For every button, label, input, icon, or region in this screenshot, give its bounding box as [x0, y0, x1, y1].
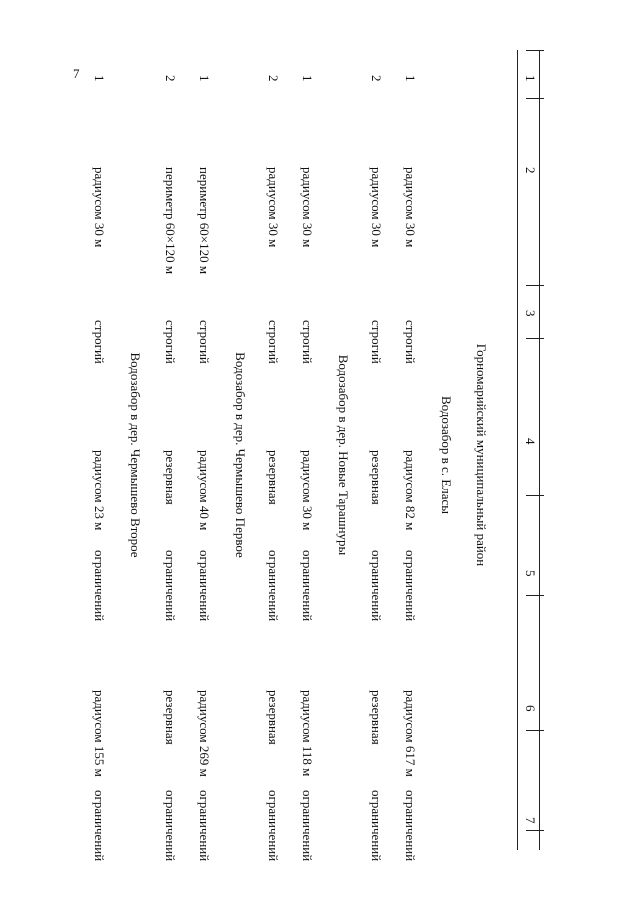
- column-header: 1: [523, 75, 538, 82]
- section-heading: Водозабор в дер. Чермышево Первое: [233, 352, 248, 558]
- column-divider: [526, 495, 544, 496]
- header-bottom-border: [517, 50, 518, 850]
- table-cell: 2: [163, 75, 178, 82]
- column-divider: [526, 595, 544, 596]
- section-heading: Водозабор в с. Еласы: [439, 395, 454, 515]
- table-cell: резервная: [163, 450, 178, 505]
- table-cell: ограничений: [197, 550, 212, 622]
- column-divider: [526, 50, 544, 51]
- table-cell: ограничений: [163, 550, 178, 622]
- table-cell: резервная: [369, 450, 384, 505]
- table-cell: 1: [403, 75, 418, 82]
- table-cell: ограничений: [369, 790, 384, 862]
- table-cell: радиусом 30 м: [92, 167, 107, 248]
- table-cell: радиусом 23 м: [92, 450, 107, 531]
- table-cell: строгий: [300, 320, 315, 364]
- table-cell: строгий: [92, 320, 107, 364]
- column-divider: [526, 830, 544, 831]
- table-cell: ограничений: [403, 790, 418, 862]
- table-cell: ограничений: [403, 550, 418, 622]
- table-cell: радиусом 40 м: [197, 450, 212, 531]
- table-cell: радиусом 30 м: [300, 167, 315, 248]
- table-cell: ограничений: [266, 790, 281, 862]
- table-cell: 2: [266, 75, 281, 82]
- table-cell: радиусом 155 м: [92, 690, 107, 777]
- table-cell: радиусом 269 м: [197, 690, 212, 777]
- table-cell: ограничений: [300, 550, 315, 622]
- table-cell: 1: [300, 75, 315, 82]
- table-cell: строгий: [403, 320, 418, 364]
- table-cell: 2: [369, 75, 384, 82]
- column-header: 7: [523, 817, 538, 824]
- column-header: 4: [523, 438, 538, 445]
- table-cell: резервная: [369, 690, 384, 745]
- column-divider: [526, 285, 544, 286]
- column-divider: [526, 730, 544, 731]
- page-number: 7: [73, 66, 80, 81]
- column-header: 3: [523, 310, 538, 317]
- table-cell: строгий: [369, 320, 384, 364]
- table-cell: ограничений: [300, 790, 315, 862]
- section-heading: Водозабор в дер. Новые Тарашнуры: [336, 354, 351, 556]
- rotated-table: [92, 50, 540, 862]
- table-cell: радиусом 30 м: [266, 167, 281, 248]
- column-header: 2: [523, 167, 538, 174]
- table-cell: 1: [92, 75, 107, 82]
- table-cell: радиусом 30 м: [300, 450, 315, 531]
- table-cell: радиусом 118 м: [300, 690, 315, 777]
- table-cell: ограничений: [369, 550, 384, 622]
- table-cell: резервная: [266, 450, 281, 505]
- table-cell: радиусом 82 м: [403, 450, 418, 531]
- table-cell: периметр 60×120 м: [163, 167, 178, 275]
- table-cell: строгий: [197, 320, 212, 364]
- table-cell: периметр 60×120 м: [197, 167, 212, 275]
- column-divider: [526, 98, 544, 99]
- table-cell: ограничений: [92, 550, 107, 622]
- table-cell: резервная: [266, 690, 281, 745]
- table-cell: радиусом 30 м: [369, 167, 384, 248]
- table-cell: строгий: [163, 320, 178, 364]
- section-heading: Водозабор в дер. Чермышево Второе: [128, 352, 143, 558]
- table-cell: ограничений: [197, 790, 212, 862]
- column-divider: [526, 338, 544, 339]
- district-title: Горномарийский муниципальный район: [474, 343, 489, 567]
- table-cell: резервная: [163, 690, 178, 745]
- table-cell: строгий: [266, 320, 281, 364]
- column-header: 5: [523, 570, 538, 577]
- table-cell: ограничений: [163, 790, 178, 862]
- table-cell: радиусом 617 м: [403, 690, 418, 777]
- table-cell: 1: [197, 75, 212, 82]
- column-header: 6: [523, 705, 538, 712]
- table-cell: радиусом 30 м: [403, 167, 418, 248]
- table-cell: ограничений: [92, 790, 107, 862]
- table-cell: ограничений: [266, 550, 281, 622]
